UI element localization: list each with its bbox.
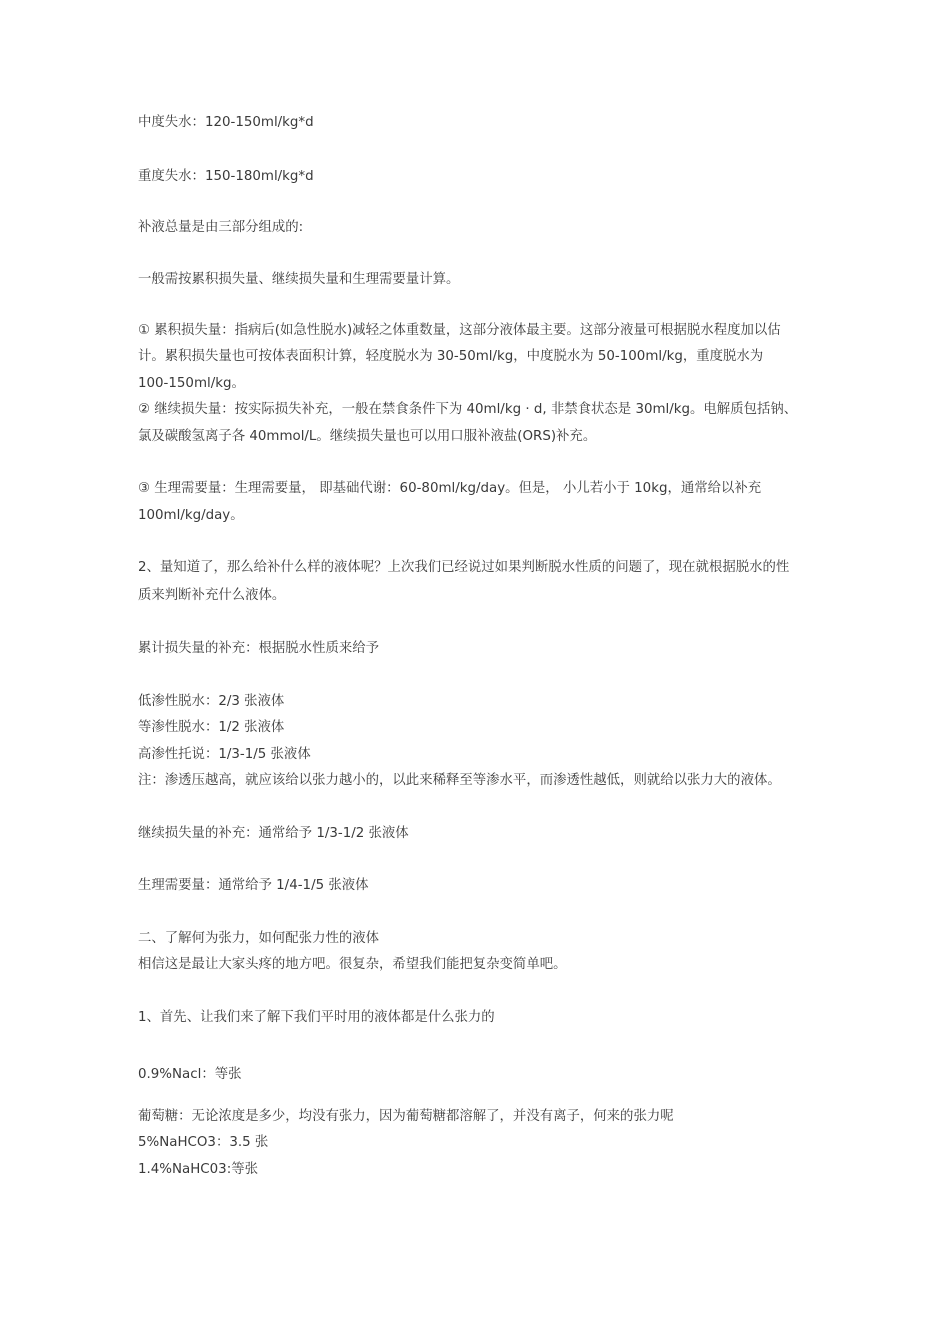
text-line-cumulative-loss-2: 计。累积损失量也可按体表面积计算，轻度脱水为 30-50ml/kg，中度脱水为 50-100ml/kg，重度脱水为 bbox=[138, 349, 764, 364]
text-line-cumulative-loss-1: ① 累积损失量：指病后(如急性脱水)减轻之体重数量，这部分液体最主要。这部分液量可根据脱水程度加以估 bbox=[138, 323, 781, 338]
text-line-cumulative-supplement: 累计损失量的补充：根据脱水性质来给予 bbox=[138, 641, 380, 656]
text-line-isotonic: 等渗性脱水：1/2 张液体 bbox=[138, 720, 285, 735]
text-line-cumulative-loss-3: 100-150ml/kg。 bbox=[138, 376, 245, 391]
text-line-hypertonic: 高渗性托说：1/3-1/5 张液体 bbox=[138, 747, 311, 762]
text-line-ongoing-loss-2: 氯及碳酸氢离子各 40mmol/L。继续损失量也可以用口服补液盐(ORS)补充。 bbox=[138, 429, 597, 444]
text-line-fluid-type-2: 质来判断补充什么液体。 bbox=[138, 588, 286, 603]
text-line-nahco3-1-4: 1.4%NaHC03:等张 bbox=[138, 1162, 258, 1177]
text-line-section-two-intro: 相信这是最让大家头疼的地方吧。很复杂，希望我们能把复杂变简单吧。 bbox=[138, 957, 567, 972]
text-line-glucose: 葡萄糖：无论浓度是多少，均没有张力，因为葡萄糖都溶解了，并没有离子，何来的张力呢 bbox=[138, 1109, 674, 1124]
text-line-physiological-2: 100ml/kg/day。 bbox=[138, 508, 244, 523]
text-line-physiological-supplement: 生理需要量：通常给予 1/4-1/5 张液体 bbox=[138, 878, 369, 893]
text-line-fluid-type-1: 2、量知道了，那么给补什么样的液体呢？上次我们已经说过如果判断脱水性质的问题了，现在就根据脱水的性 bbox=[138, 560, 790, 575]
text-line-calculation: 一般需按累积损失量、继续损失量和生理需要量计算。 bbox=[138, 272, 460, 287]
text-line-physiological-1: ③ 生理需要量：生理需要量， 即基础代谢：60-80ml/kg/day。但是， 小儿若小于 10kg，通常给以补充 bbox=[138, 481, 762, 496]
text-line-moderate-dehydration: 中度失水：120-150ml/kg*d bbox=[138, 115, 314, 130]
text-line-hypotonic: 低渗性脱水：2/3 张液体 bbox=[138, 694, 285, 709]
text-line-saline: 0.9%Nacl：等张 bbox=[138, 1067, 242, 1082]
text-line-section-two-heading: 二、了解何为张力，如何配张力性的液体 bbox=[138, 931, 380, 946]
text-line-tonicity-intro: 1、首先、让我们来了解下我们平时用的液体都是什么张力的 bbox=[138, 1010, 495, 1025]
text-line-severe-dehydration: 重度失水：150-180ml/kg*d bbox=[138, 169, 314, 184]
text-line-ongoing-loss-1: ② 继续损失量：按实际损失补充，一般在禁食条件下为 40ml/kg · d, 非禁食状态是 30ml/kg。电解质包括钠、 bbox=[138, 402, 798, 417]
text-line-total-volume: 补液总量是由三部分组成的: bbox=[138, 220, 304, 235]
text-line-note: 注：渗透压越高，就应该给以张力越小的，以此来稀释至等渗水平，而渗透性越低，则就给以张力大的液体。 bbox=[138, 773, 781, 788]
text-line-ongoing-supplement: 继续损失量的补充：通常给予 1/3-1/2 张液体 bbox=[138, 826, 409, 841]
text-line-nahco3-5: 5%NaHCO3：3.5 张 bbox=[138, 1135, 269, 1150]
